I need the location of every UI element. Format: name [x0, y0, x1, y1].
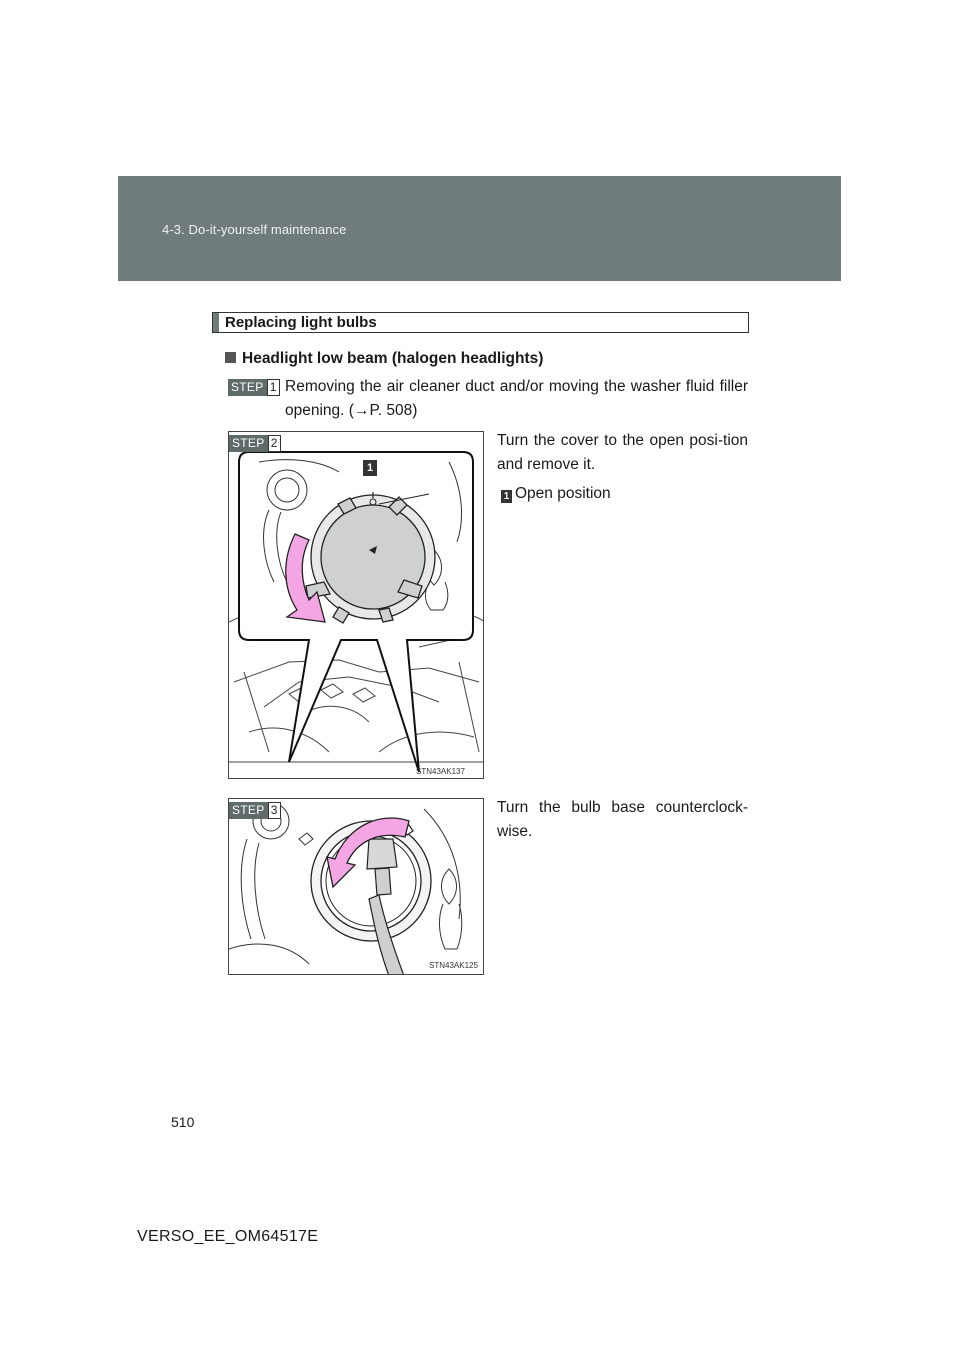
subheading	[225, 350, 543, 368]
step-2-badge	[229, 435, 281, 452]
step-1-badge	[228, 379, 280, 396]
figure-callout-1: 1	[363, 460, 377, 476]
section-title-bar	[212, 312, 749, 333]
callout-legend	[501, 482, 611, 506]
step-number: 1	[267, 379, 280, 396]
step-word: STEP	[228, 379, 267, 396]
bulb-base-illustration	[229, 799, 484, 975]
step-2-text: Turn the cover to the open posi-tion and remove it.	[497, 432, 748, 473]
headlight-cover-illustration	[229, 432, 484, 779]
figure-code: STN43AK137	[416, 767, 465, 776]
step-2-figure	[228, 431, 484, 779]
step-word: STEP	[229, 435, 268, 452]
page-number: 510	[171, 1114, 195, 1130]
section-title-accent	[213, 313, 219, 332]
step-3-figure	[228, 798, 484, 975]
step-word: STEP	[229, 802, 268, 819]
step-3-badge	[229, 802, 281, 819]
section-header	[118, 176, 841, 281]
subheading-text: Headlight low beam (halogen headlights)	[242, 350, 544, 367]
document-code: VERSO_EE_OM64517E	[137, 1228, 319, 1245]
step-3-text: Turn the bulb base counterclock-wise.	[497, 799, 748, 840]
callout-legend-text: Open position	[515, 485, 611, 502]
step-1-text: Removing the air cleaner duct and/or moving the washer fluid filler opening. (→P. 508)	[285, 378, 748, 419]
header-section-label: 4-3. Do-it-yourself maintenance	[162, 222, 347, 237]
square-bullet-icon	[225, 352, 236, 363]
section-title: Replacing light bulbs	[225, 314, 377, 331]
step-number: 3	[268, 802, 281, 819]
callout-badge: 1	[501, 490, 512, 503]
step-number: 2	[268, 435, 281, 452]
figure-code: STN43AK125	[429, 961, 478, 970]
